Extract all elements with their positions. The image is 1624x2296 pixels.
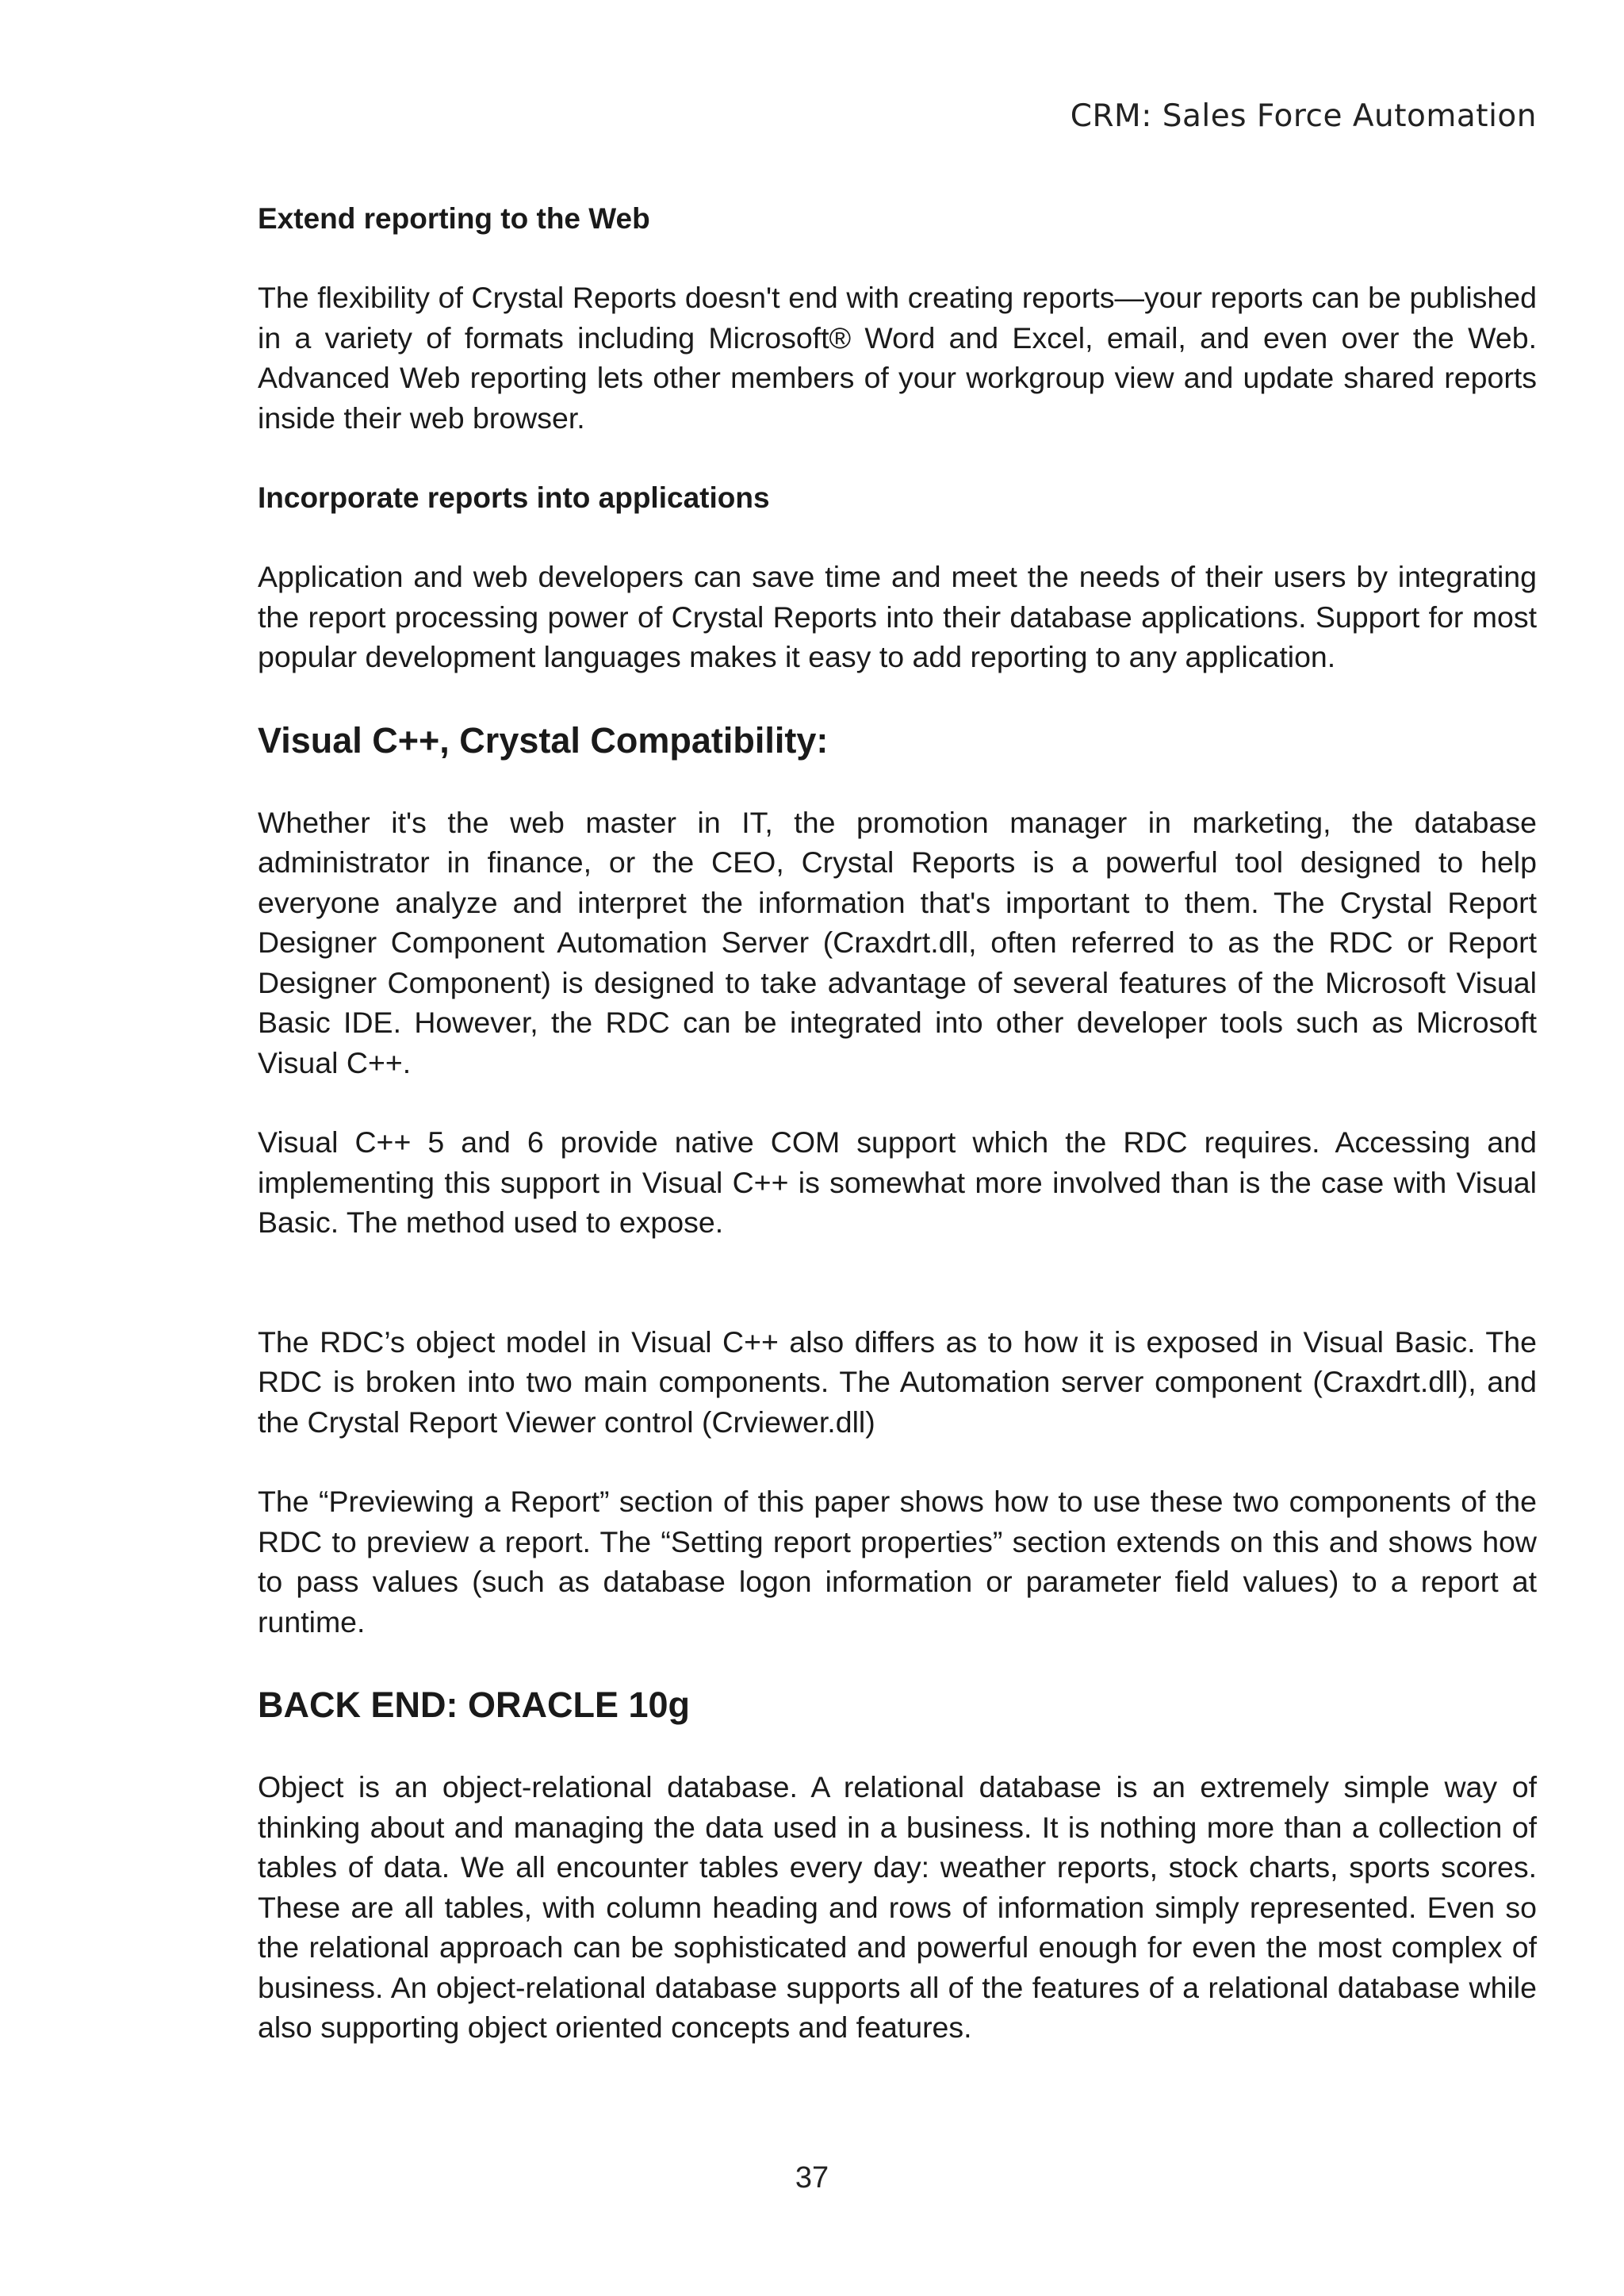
- page-content: [258, 198, 1537, 2048]
- spacer: [258, 677, 1537, 717]
- spacer: [258, 1729, 1537, 1767]
- spacer: [258, 1642, 1537, 1681]
- running-header: CRM: Sales Force Automation: [1070, 98, 1537, 134]
- heading-incorporate-reports: Incorporate reports into applications: [258, 481, 770, 514]
- spacer: [258, 1243, 1537, 1322]
- paragraph-visual-cpp-1: Whether it's the web master in IT, the promotion manager in marketing, the database administrator in finance, or the CEO, Crystal Reports is a powerful tool designed to help everyone analyze and interpret the information that's important to them. The Crystal Report Designer Component Automation Server (Craxdrt.dll, often referred to as the RDC or Report Designer Component) is designed to take advantage of several features of the Microsoft Visual Basic IDE. However, the RDC can be integrated into other developer tools such as Microsoft Visual C++.: [258, 805, 1537, 1079]
- spacer: [258, 765, 1537, 803]
- paragraph-visual-cpp-4: The “Previewing a Report” section of this paper shows how to use these two components of the RDC to preview a report. The “Setting report properties” section extends on this and shows how to pass values (such as database logon information or parameter field values) to a report at runtime.: [258, 1485, 1537, 1639]
- heading-back-end-oracle: BACK END: ORACLE 10g: [258, 1685, 691, 1725]
- paragraph-back-end-oracle: Object is an object-relational database. A relational database is an extremely simple way of thinking about and managing the data used in a business. It is nothing more than a collection of tables of data. We all encounter tables every day: weather reports, stock charts, sports scores. These are all tables, with column heading and rows of information simply represented. Even so the relational approach can be sophisticated and powerful enough for even the most complex of business. An object-relational database supports all of the features of a relational database while also supporting object oriented concepts and features.: [258, 1770, 1537, 2044]
- paragraph-visual-cpp-2: Visual C++ 5 and 6 provide native COM support which the RDC requires. Accessing and implementing this support in Visual C++ is somewhat more involved than is the case with Visual Basic. The method used to expose.: [258, 1125, 1537, 1239]
- spacer: [258, 240, 1537, 278]
- spacer: [258, 438, 1537, 477]
- heading-visual-cpp-crystal: Visual C++, Crystal Compatibility:: [258, 719, 829, 761]
- paragraph-extend-reporting-web: The flexibility of Crystal Reports doesn't end with creating reports—your reports can be published in a variety of formats including Microsoft® Word and Excel, email, and even over the Web. Advanced Web reporting lets other members of your workgroup view and update shared reports inside their web browser.: [258, 281, 1537, 435]
- heading-extend-reporting-web: Extend reporting to the Web: [258, 202, 650, 235]
- paragraph-incorporate-reports: Application and web developers can save time and meet the needs of their users by integrating the report processing power of Crystal Reports into their database applications. Support for most popular development languages makes it easy to add reporting to any application.: [258, 560, 1537, 673]
- spacer: [258, 1442, 1537, 1481]
- paragraph-visual-cpp-3: The RDC’s object model in Visual C++ also differs as to how it is exposed in Visual Basic. The RDC is broken into two main components. The Automation server component (Craxdrt.dll), and the Crystal Report Viewer control (Crviewer.dll): [258, 1324, 1537, 1439]
- spacer: [258, 1083, 1537, 1122]
- spacer: [258, 519, 1537, 557]
- page-number: 37: [795, 2161, 829, 2194]
